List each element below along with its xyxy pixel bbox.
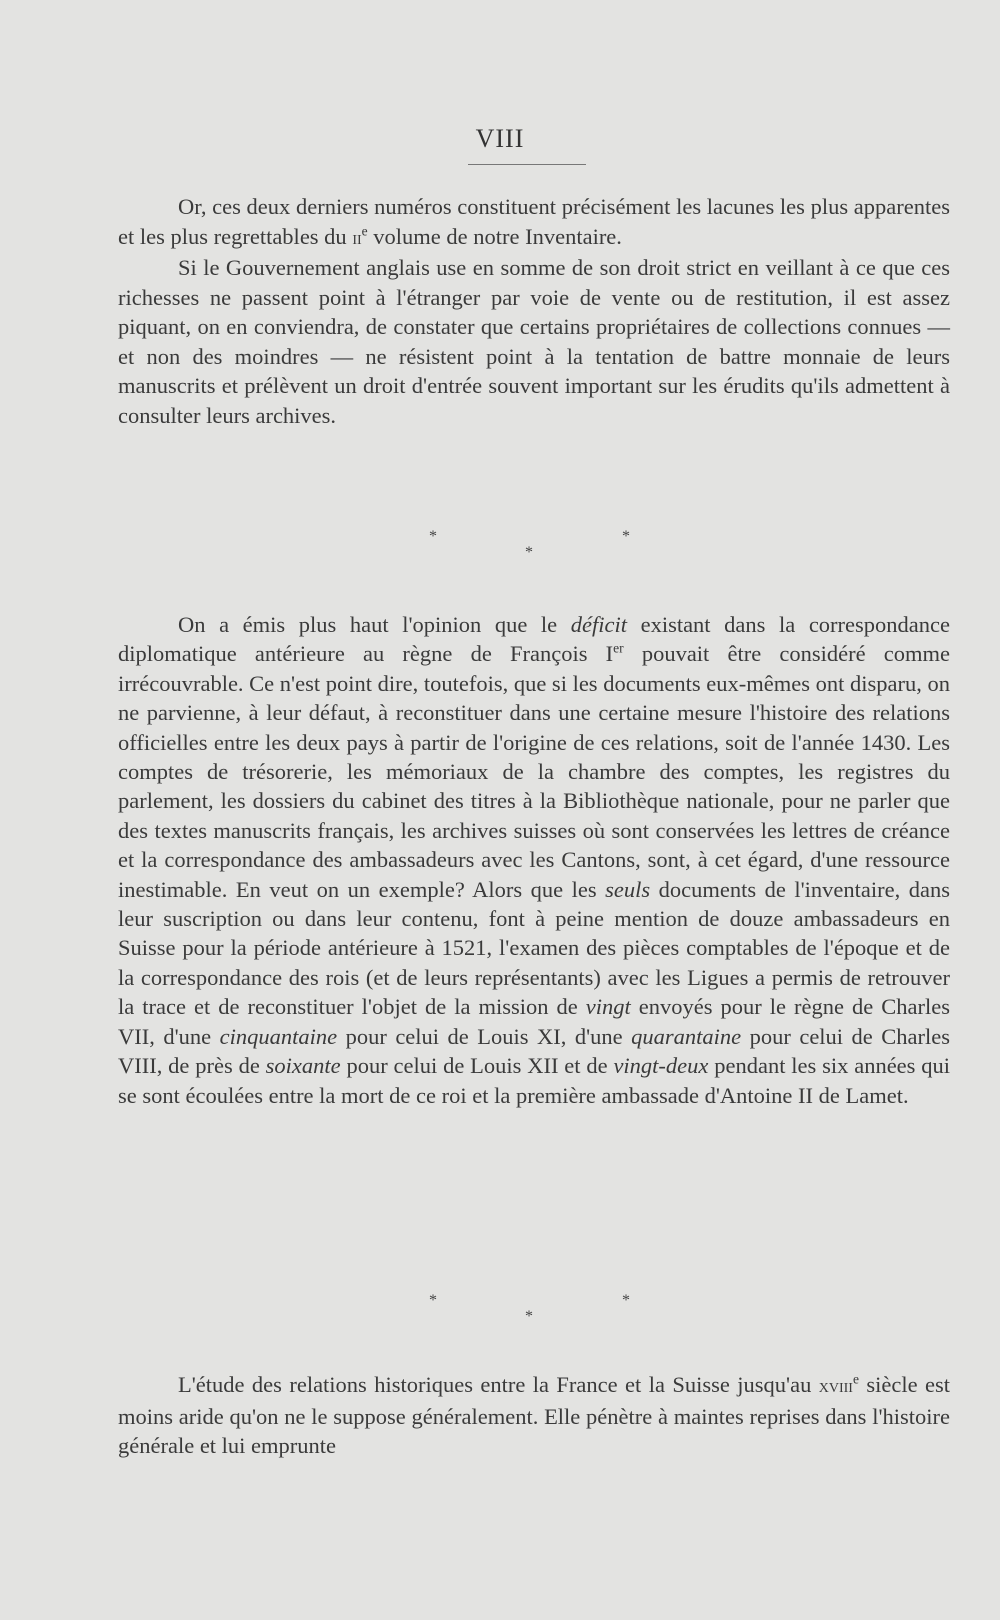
- paragraph-text: existant dans la correspondance diplomatique antérieure au règne de François I: [118, 612, 950, 667]
- italic-term: vingt: [585, 994, 631, 1020]
- paragraph-deficit: [118, 610, 950, 1110]
- paragraph-text: pouvait être considéré comme irrécouvrable. Ce n'est point dire, toutefois, que si les documents eux-mêmes ont disparu, on ne parvienne, à leur défaut, à reconstituer dans une certaine mesure l'histoire des relations officielles entre les deux pays à partir de l'origine de ces relations, soit de l'année 1430. Les comptes de trésorerie, les mémoriaux de la chambre des comptes, les registres du parlement, les dossiers du cabinet des titres à la Bibliothèque nationale, pour ne parler que des textes manuscrits français, les archives suisses où sont conservées les lettres de créance et la correspondance des ambassadeurs avec les Cantons, sont, à cet égard, d'une ressource inestimable. En veut on un exemple? Alors que les: [118, 641, 950, 902]
- italic-term: soixante: [265, 1053, 341, 1079]
- italic-term: déficit: [570, 612, 627, 637]
- italic-term: vingt-deux: [613, 1053, 709, 1079]
- asterism-star: *: [429, 1292, 437, 1309]
- asterism-star: *: [525, 544, 533, 561]
- page-number: VIII: [475, 124, 525, 153]
- section-2: [118, 610, 950, 1110]
- paragraph-text: envoyés pour le règne de Charles VII, d'une: [118, 994, 950, 1049]
- italic-term: cinquantaine: [219, 1023, 338, 1049]
- paragraph-text: pour celui de Charles VIII, de près de: [118, 1023, 950, 1079]
- italic-term: quarantaine: [631, 1023, 742, 1049]
- paragraph-text: pour celui de Louis XII et de: [340, 1053, 614, 1079]
- superscript: er: [613, 640, 624, 656]
- paragraph-text: documents de l'inventaire, dans leur suscription ou dans leur contenu, font à peine mention de douze ambassadeurs en Suisse pour la période antérieure à 1521, l'examen des pièces comptables de l'époque et de la correspondance des rois (et de leurs représentants) avec les Ligues a permis de retrouver la trace et de reconstituer l'objet de la mission de: [118, 876, 950, 1020]
- section-1: [118, 192, 950, 430]
- superscript: e: [361, 223, 368, 238]
- paragraph-lacunes: [118, 192, 950, 253]
- page-number-rule: [468, 164, 586, 165]
- roman-numeral: xviii: [818, 1375, 853, 1397]
- italic-term: seuls: [605, 876, 651, 902]
- paragraph-text: L'étude des relations historiques entre la France et la Suisse jusqu'au: [178, 1372, 819, 1397]
- paragraph-text: pendant les six années qui se sont écoulées entre la mort de ce roi et la première ambassade d'Antoine II de Lamet.: [118, 1053, 950, 1108]
- paragraph-text: Or, ces deux derniers numéros constituent précisément les lacunes les plus apparentes et les plus regrettables du: [118, 194, 950, 249]
- paragraph-text: On a émis plus haut l'opinion que le: [178, 612, 571, 637]
- paragraph-gouvernement: Si le Gouvernement anglais use en somme de son droit strict en veillant à ce que ces richesses ne passent point à l'étranger par voie de vente ou de restitution, il est assez piquant, on en conviendra, de constater que certains propriétaires de collections connues — et non des moindres — ne résistent point à la tentation de battre monnaie de leurs manuscrits et prélèvent un droit d'entrée souvent important sur les érudits qu'ils admettent à consulter leurs archives.: [118, 255, 950, 428]
- paragraph-text: siècle est moins aride qu'on ne le suppose généralement. Elle pénètre à maintes reprises dans l'histoire générale et lui emprunte: [118, 1372, 950, 1458]
- asterism-star: *: [622, 1292, 630, 1309]
- section-3: [118, 1370, 950, 1461]
- superscript: e: [852, 1371, 859, 1387]
- asterism-star: *: [525, 1308, 533, 1325]
- paragraph-text: pour celui de Louis XI, d'une: [337, 1023, 632, 1049]
- paragraph-etude: [118, 1370, 950, 1461]
- roman-numeral: ii: [352, 226, 362, 249]
- paragraph-text: volume de notre Inventaire.: [367, 223, 622, 249]
- asterism-star: *: [429, 528, 437, 545]
- asterism-star: *: [622, 528, 630, 545]
